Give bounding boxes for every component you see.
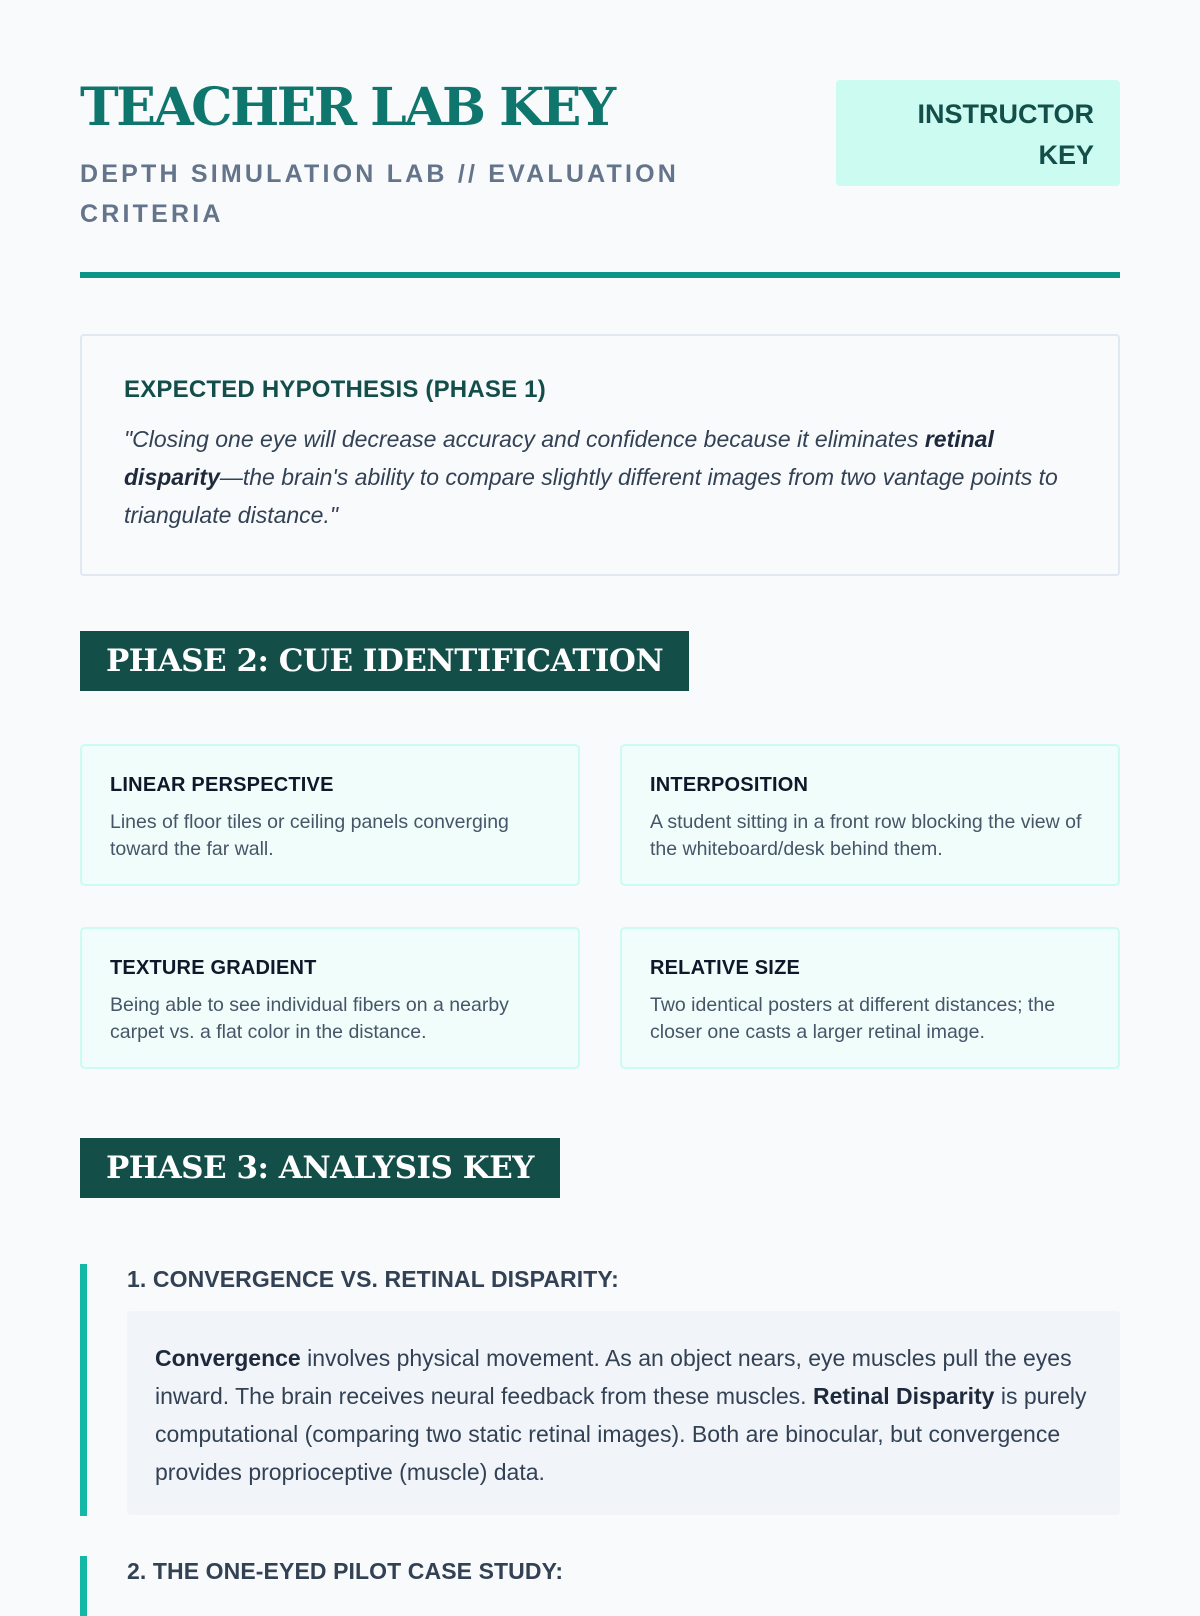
page-subtitle: DEPTH SIMULATION LAB // EVALUATION CRITERIA [80, 160, 680, 228]
hypothesis-emphasis: retinal disparity [124, 426, 994, 490]
header [80, 0, 1120, 280]
phase-3-heading: PHASE 3: ANALYSIS KEY [80, 1138, 560, 1198]
instructor-key-badge: INSTRUCTOR KEY [836, 80, 1120, 186]
cue-card-title: LINEAR PERSPECTIVE [110, 774, 334, 796]
cue-card-text: Two identical posters at different distances; the closer one casts a larger retinal image. [650, 994, 1056, 1043]
cue-card-linear-perspective [80, 744, 580, 886]
cue-card-texture-gradient [80, 927, 580, 1069]
hypothesis-text [124, 420, 1078, 534]
hypothesis-text-end: —the brain's ability to compare slightly different images from two vantage points to triangulate distance." [124, 464, 1058, 528]
cue-card-interposition [620, 744, 1120, 886]
cue-card-relative-size [620, 927, 1120, 1069]
phase-2-heading: PHASE 2: CUE IDENTIFICATION [80, 631, 689, 691]
analysis-item-pilot-case [80, 1556, 1127, 1616]
term-convergence: Convergence [155, 1345, 301, 1371]
page-title: TEACHER LAB KEY [80, 77, 614, 138]
header-divider [80, 272, 1120, 278]
cue-card-title: INTERPOSITION [650, 774, 809, 796]
term-retinal-disparity: Retinal Disparity [812, 1383, 995, 1409]
answer-text-2: is purely computational (comparing two static retinal images). Both are binocular, but convergence provides proprioceptive (muscle) data. [155, 1383, 1087, 1485]
cue-card-title: TEXTURE GRADIENT [110, 957, 317, 979]
answer-text-1: involves physical movement. As an object nears, eye muscles pull the eyes inward. The brain receives neural feedback from these muscles. [155, 1345, 1072, 1409]
hypothesis-box [80, 334, 1120, 576]
analysis-item-title: 1. CONVERGENCE VS. RETINAL DISPARITY: [127, 1266, 619, 1292]
cue-card-text: A student sitting in a front row blocking the view of the whiteboard/desk behind them. [650, 811, 1082, 860]
hypothesis-title: EXPECTED HYPOTHESIS (PHASE 1) [124, 376, 546, 403]
cue-card-text: Being able to see individual fibers on a nearby carpet vs. a flat color in the distance. [110, 994, 509, 1043]
analysis-item-answer [127, 1311, 1120, 1515]
analysis-item-title: 2. THE ONE-EYED PILOT CASE STUDY: [127, 1558, 564, 1584]
lab-key-page [80, 0, 1120, 1584]
hypothesis-text-start: "Closing one eye will decrease accuracy and confidence because it eliminates [124, 426, 925, 452]
cue-card-text: Lines of floor tiles or ceiling panels converging toward the far wall. [110, 811, 509, 860]
analysis-item-convergence [80, 1264, 1127, 1516]
cue-card-title: RELATIVE SIZE [650, 957, 801, 979]
